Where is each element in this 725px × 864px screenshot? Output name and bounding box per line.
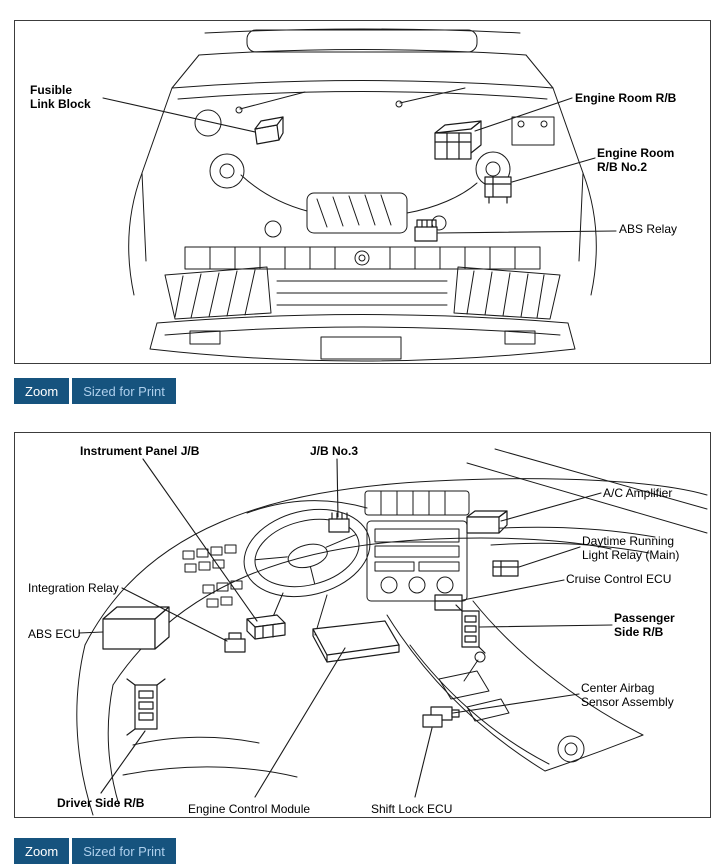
- label-abs-relay: [619, 222, 677, 236]
- abs-ecu-shape: [103, 607, 169, 649]
- label-line: Driver Side R/B: [57, 796, 145, 810]
- engine-callout-lines: [103, 98, 616, 233]
- label-abs-ecu: [28, 627, 81, 641]
- label-line: Side R/B: [614, 625, 664, 640]
- label-line: ABS Relay: [619, 222, 678, 236]
- label-line: Engine Control Module: [188, 802, 311, 816]
- engine-bay-drawing: [15, 21, 710, 363]
- abs-relay-shape: [415, 220, 437, 241]
- label-shift-lock-ecu: [371, 802, 452, 816]
- shift-lock-ecu-shape: [423, 715, 442, 727]
- steering-wheel: [235, 497, 380, 609]
- ac-amplifier-shape: [467, 511, 507, 533]
- label-line: Link Block: [30, 97, 91, 112]
- label-daytime-running-light-relay: [582, 534, 679, 562]
- label-line: Integration Relay: [28, 581, 119, 595]
- label-line: J/B No.3: [310, 444, 359, 458]
- callout-daytime-running-light-relay: [519, 547, 580, 567]
- label-line: Center Airbag: [581, 681, 655, 695]
- label-line: Sensor Assembly: [581, 695, 674, 710]
- label-integration-relay: [28, 581, 119, 595]
- label-cruise-control-ecu: [566, 572, 671, 586]
- label-line: Shift Lock ECU: [371, 802, 453, 816]
- label-passenger-side-rb: [614, 611, 675, 639]
- label-line: Instrument Panel J/B: [80, 444, 200, 458]
- center-stack: [365, 491, 469, 601]
- callout-driver-side-rb: [101, 731, 145, 793]
- label-instrument-panel-jb: [80, 444, 199, 458]
- label-line: Passenger: [614, 611, 675, 625]
- callout-ac-amplifier: [501, 493, 601, 521]
- engine-bay-details: [195, 110, 554, 237]
- engine-room-rb-no2-shape: [485, 177, 511, 203]
- callout-shift-lock-ecu: [415, 728, 432, 797]
- callout-cruise-control-ecu: [463, 580, 564, 600]
- callout-fusible-link-block: [103, 98, 255, 132]
- zoom-button-bottom[interactable]: Zoom: [14, 838, 69, 864]
- sized-for-print-button[interactable]: Sized for Print: [72, 378, 176, 404]
- callout-jb-no3: [337, 459, 338, 517]
- left-dash-vents: [183, 545, 242, 607]
- label-line: Engine Room R/B: [575, 91, 677, 105]
- front-end: [150, 247, 575, 361]
- label-line: A/C Amplifier: [603, 486, 673, 500]
- left-headlight: [165, 267, 271, 319]
- callout-center-airbag-sensor: [453, 694, 579, 713]
- zoom-toolbar-bottom: [14, 838, 176, 864]
- right-headlight: [454, 267, 560, 319]
- label-driver-side-rb: [57, 796, 144, 810]
- label-line: Daytime Running: [582, 534, 675, 548]
- label-center-airbag-sensor: [581, 681, 674, 709]
- fusible-link-block-shape: [255, 117, 283, 144]
- callout-passenger-side-rb: [480, 625, 612, 627]
- label-line: Engine Room: [597, 146, 675, 160]
- driver-side-rb-shape: [127, 679, 165, 735]
- label-ac-amplifier: [603, 486, 672, 500]
- dashboard-diagram-panel: [14, 432, 711, 818]
- label-line: Cruise Control ECU: [566, 572, 672, 586]
- label-fusible-link-block: [30, 83, 91, 111]
- passenger-side-rb-shape: [456, 605, 485, 653]
- integration-relay-shape: [225, 633, 245, 652]
- zoom-button[interactable]: Zoom: [14, 378, 69, 404]
- label-engine-room-rb: [575, 91, 676, 105]
- label-line: R/B No.2: [597, 160, 648, 175]
- sized-for-print-button-bottom[interactable]: Sized for Print: [72, 838, 176, 864]
- zoom-toolbar: [14, 378, 176, 404]
- callout-abs-ecu: [79, 632, 103, 633]
- label-engine-room-rb-no2: [597, 146, 674, 174]
- label-jb-no3: [310, 444, 358, 458]
- callout-instrument-panel-jb: [143, 459, 257, 621]
- label-line: Light Relay (Main): [582, 548, 680, 563]
- engine-diagram-panel: [14, 20, 711, 364]
- daytime-running-light-relay-shape: [493, 561, 518, 576]
- label-engine-control-module: [188, 802, 310, 816]
- label-line: Fusible: [30, 83, 73, 97]
- engine-component-shapes: [255, 117, 511, 241]
- instrument-panel-jb-shape: [247, 615, 285, 639]
- callout-engine-control-module: [255, 648, 345, 797]
- label-line: ABS ECU: [28, 627, 81, 641]
- jb-no3-shape: [329, 513, 349, 532]
- engine-room-rb-shape: [435, 121, 481, 159]
- callout-abs-relay: [438, 231, 616, 233]
- engine-control-module-shape: [313, 621, 399, 662]
